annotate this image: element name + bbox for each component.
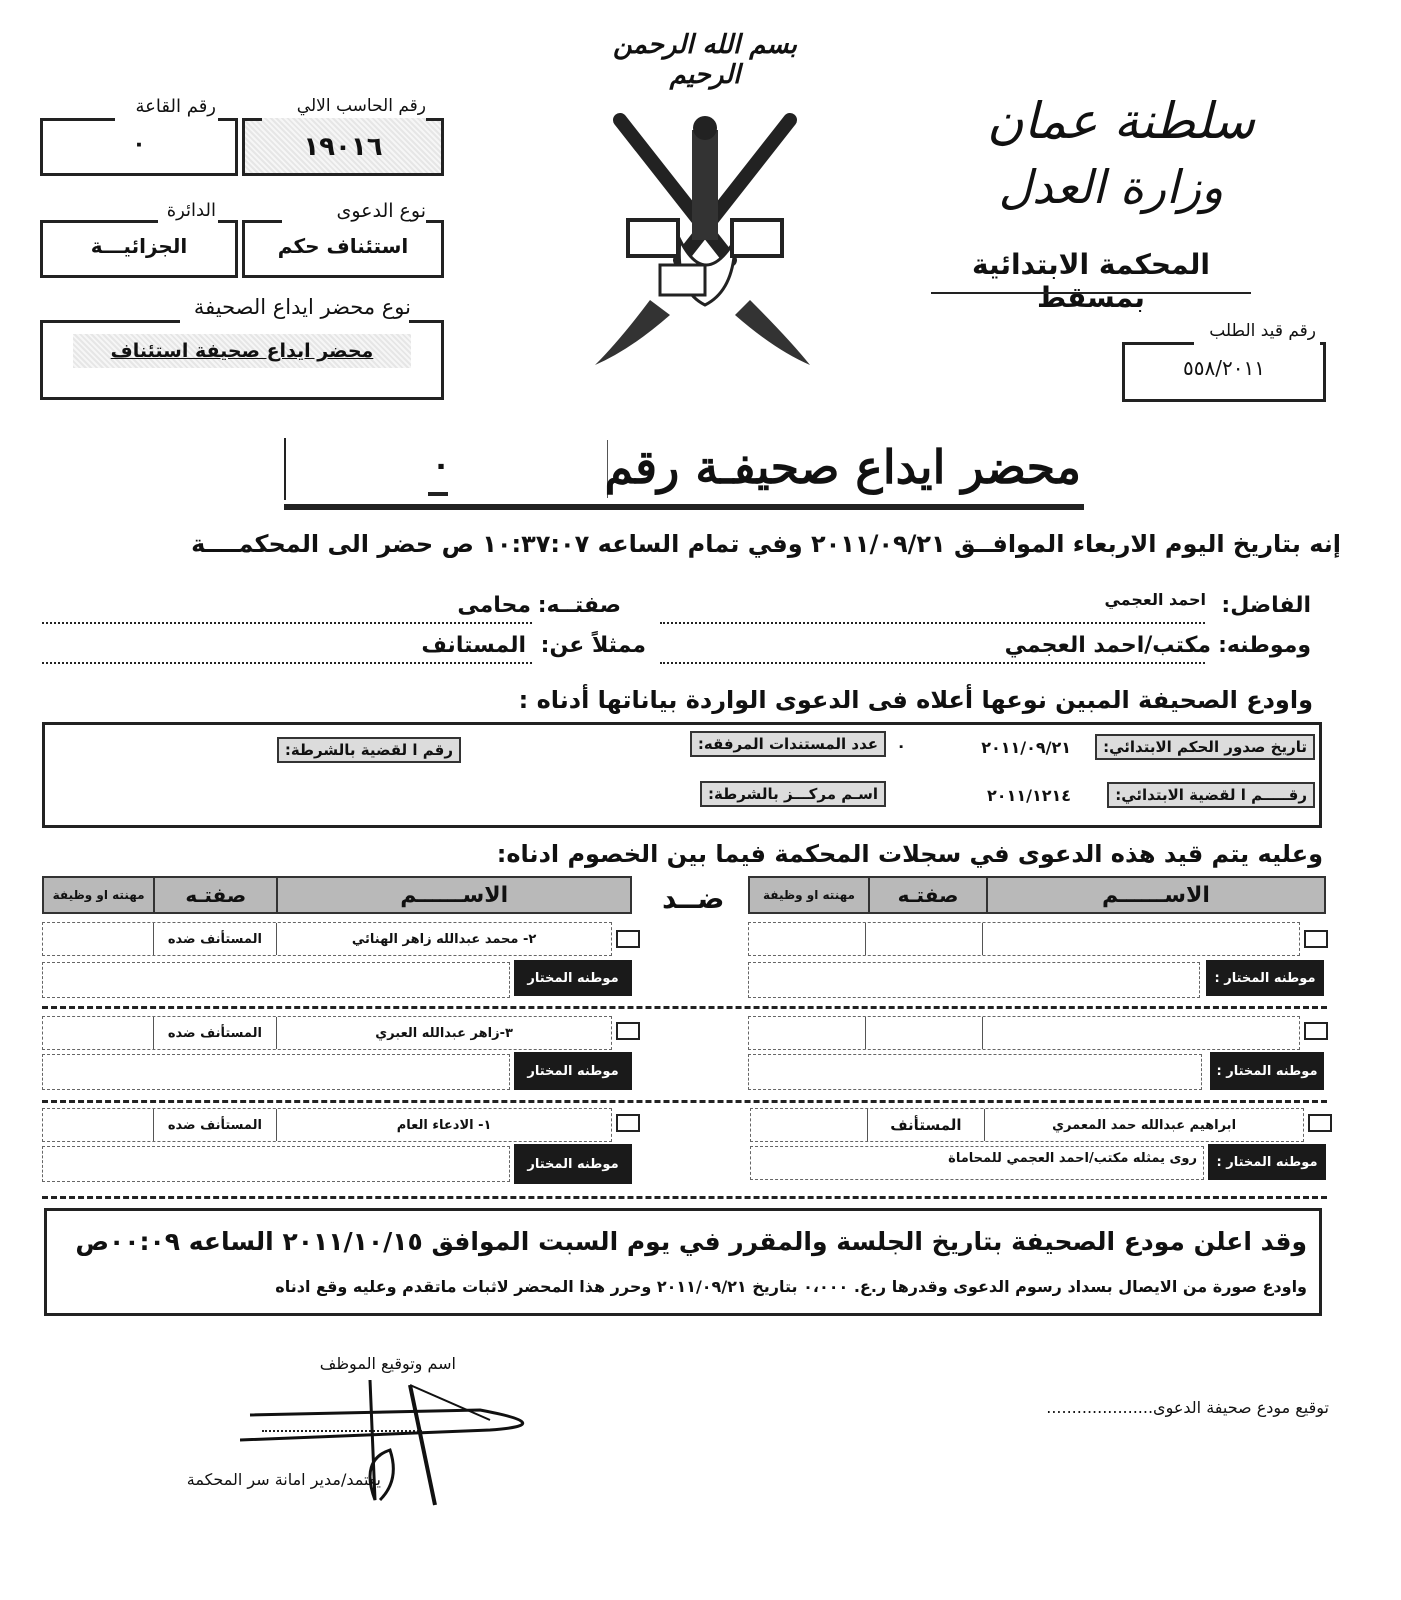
ministry-title: وزارة العدل (998, 160, 1224, 214)
appellant-row (748, 922, 1300, 956)
appearer-domicile: مكتب/احمد العجمي (1004, 633, 1211, 658)
case-type-label: نوع الدعوى (336, 200, 426, 222)
filing-type-label: نوع محضر ايداع الصحيفة (193, 295, 411, 319)
notice-box (44, 1208, 1322, 1316)
appellant-2-address-label: موطنه المختار : (1210, 1052, 1324, 1090)
col-name: الاســــــم (276, 878, 630, 912)
appellant-row: ابراهيم عبدالله حمد المعمري المستأنف (750, 1108, 1304, 1142)
notice-line-1: وقد اعلن مودع الصحيفة بتاريخ الجلسة والمقرر في يوم السبت الموافق ٢٠١١/١٠/١٥ الساعه ٠٠:٠٩ص (75, 1227, 1307, 1256)
respondent-1-address[interactable] (42, 962, 510, 998)
initial-judgment-date-label: تاريخ صدور الحكم الابتدائي: (1095, 734, 1315, 760)
signature-scribble (240, 1370, 570, 1510)
attached-docs: ٠ (896, 736, 906, 755)
respondents-table-header (42, 876, 632, 914)
deposit-line: واودع الصحيفة المبين نوعها أعلاه فى الدعوى الواردة بياناتها أدناه : (518, 686, 1313, 714)
initial-case-no: ٢٠١١/١٢١٤ (987, 786, 1071, 805)
parties-intro: وعليه يتم قيد هذه الدعوى في سجلات المحكمة فيما بين الخصوم ادناه: (496, 840, 1323, 868)
respondent-1-address-label: موطنه المختار (514, 960, 632, 996)
appellants-table-header (748, 876, 1326, 914)
basmala: بسم الله الرحمن الرحيم (613, 30, 797, 90)
appearer-representing-label: ممثلاً عن: (540, 633, 646, 658)
computer-no-value: ١٩٠١٦ (303, 132, 383, 162)
document-number: ٠ (431, 448, 451, 483)
title-underline (284, 504, 1084, 510)
circuit-label: الدائرة (166, 200, 216, 221)
oman-emblem (590, 30, 820, 350)
appearer-capacity: محامى (457, 593, 531, 618)
appellant-3-address-label: موطنه المختار : (1208, 1144, 1326, 1180)
police-case-no-label: رقم ا لقضية بالشرطة: (277, 737, 461, 763)
initial-case-no-label: رقـــــم ا لقضية الابتدائي: (1107, 782, 1315, 808)
col-name: الاســــــم (986, 878, 1324, 912)
appellant-3-address[interactable]: روى يمثله مكتب/احمد العجمي للمحاماة (750, 1146, 1204, 1180)
request-no-label: رقم قيد الطلب (1209, 321, 1316, 341)
party-separator (42, 1006, 1327, 1009)
hall-no-value: ٠ (132, 132, 146, 157)
appellant-1-checkbox[interactable] (1304, 930, 1328, 948)
document-title: محضر ايداع صحيفـة رقم (604, 440, 1081, 494)
computer-no-label: رقم الحاسب الالي (296, 96, 426, 116)
court-name: المحكمة الابتدائية بمسقط (972, 248, 1210, 314)
appearer-name: احمد العجمي (1104, 590, 1206, 609)
appellant-2-checkbox[interactable] (1304, 1022, 1328, 1040)
appearer-representing: المستانف (421, 633, 526, 658)
police-station-label: اسـم مركـــز بالشرطة: (700, 781, 886, 807)
appellant-2-address[interactable] (748, 1054, 1202, 1090)
appearer-domicile-label: وموطنه: (1218, 633, 1311, 658)
filing-type-value: محضر ايداع صحيفة استئناف (110, 340, 374, 362)
respondent-row: ٣-زاهر عبدالله العبري المستأنف ضده (42, 1016, 612, 1050)
circuit-value: الجزائيـــة (90, 234, 188, 258)
notice-line-2: واودع صورة من الايصال بسداد رسوم الدعوى وقدرها ر.ع. ٠،٠٠٠ بتاريخ ٢٠١١/٠٩/٢١ وحرر هذا المحضر لاثبات ماتقدم وعليه وقع ادناه (275, 1277, 1307, 1296)
party-separator (42, 1196, 1327, 1199)
khanjar-swords-icon (590, 90, 820, 370)
depositor-signature-label: توقيع مودع صحيفة الدعوى..................... (1046, 1398, 1329, 1417)
respondent-row: ١- الادعاء العام المستأنف ضده (42, 1108, 612, 1142)
appellant-row (748, 1016, 1300, 1050)
appearer-capacity-label: صفتــه: (537, 593, 621, 618)
col-occupation: مهنته او وظيفة (52, 888, 145, 902)
respondent-3-address-label: موطنه المختار (514, 1144, 632, 1184)
initial-judgment-date: ٢٠١١/٠٩/٢١ (981, 738, 1071, 757)
respondent-2-address[interactable] (42, 1054, 510, 1090)
respondent-2-address-label: موطنه المختار (514, 1052, 632, 1090)
court-underline (931, 292, 1251, 294)
approver-signature-label: يعتمد/مدير امانة سر المحكمة (186, 1470, 381, 1489)
respondent-2-checkbox[interactable] (616, 1022, 640, 1040)
attached-docs-label: عدد المستندات المرفقه: (690, 731, 886, 757)
respondent-row: ٢- محمد عبدالله زاهر الهنائي المستأنف ضده (42, 922, 612, 956)
appearer-name-label: الفاضل: (1221, 593, 1311, 618)
appellant-3-checkbox[interactable] (1308, 1114, 1332, 1132)
sultanate-title: سلطنة عمان (987, 92, 1255, 150)
versus-label: ضــد (662, 882, 725, 915)
col-occupation: مهنته او وظيفة (763, 888, 855, 902)
hall-no-label: رقم القاعة (135, 96, 216, 117)
case-type-value: استئناف حكم (277, 234, 409, 258)
col-capacity: صفتـه (868, 878, 986, 912)
respondent-3-address[interactable] (42, 1146, 510, 1182)
party-separator (42, 1100, 1327, 1103)
appellant-1-address-label: موطنه المختار : (1206, 960, 1324, 996)
request-no-value: ٥٥٨/٢٠١١ (1183, 356, 1265, 380)
respondent-3-checkbox[interactable] (616, 1114, 640, 1132)
employee-signature-label: اسم وتوقيع الموظف (319, 1354, 456, 1373)
intro-line: إنه بتاريخ اليوم الاربعاء الموافــق ٢٠١١/٠٩/٢١ وفي تمام الساعه ١٠:٣٧:٠٧ ص حضر الى المحكمــــة (191, 530, 1341, 558)
request-no-box (1122, 342, 1326, 402)
appellant-1-address[interactable] (748, 962, 1200, 998)
col-capacity: صفتـه (153, 878, 276, 912)
respondent-1-checkbox[interactable] (616, 930, 640, 948)
